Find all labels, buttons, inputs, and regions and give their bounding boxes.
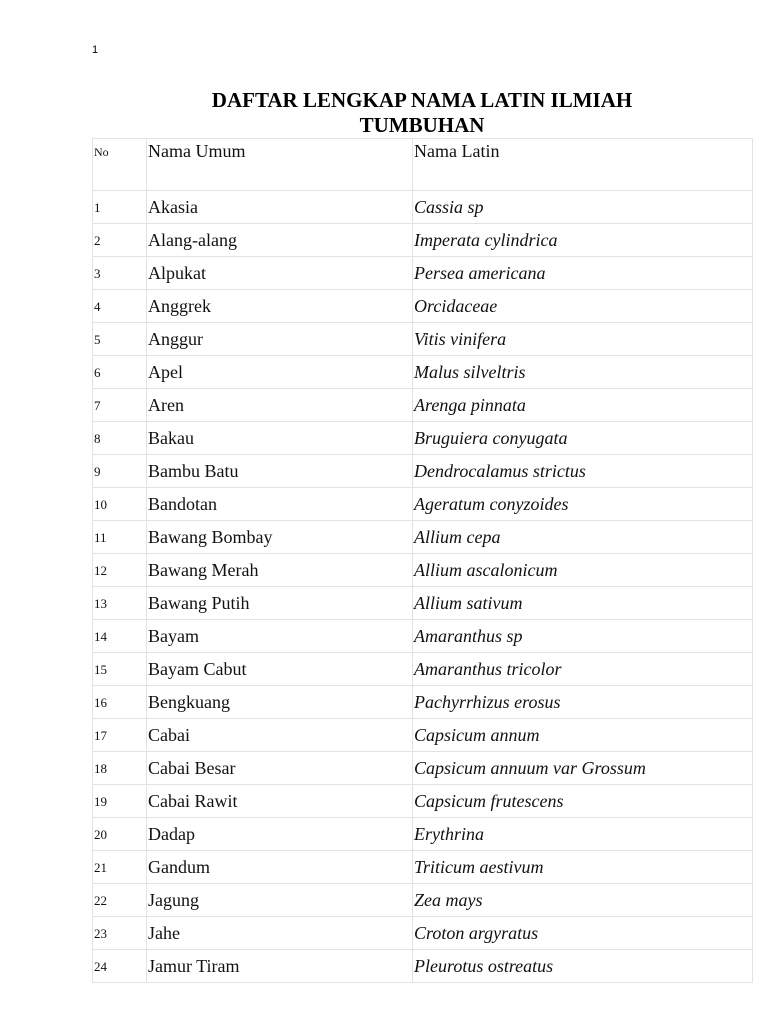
common-name: Bawang Merah <box>147 554 413 587</box>
common-name: Bakau <box>147 422 413 455</box>
table-row <box>93 653 753 686</box>
latin-name: Imperata cylindrica <box>413 224 753 257</box>
table-row <box>93 389 753 422</box>
table-header-row <box>93 139 753 191</box>
table-row <box>93 422 753 455</box>
table-row <box>93 488 753 521</box>
common-name: Anggrek <box>147 290 413 323</box>
table-row <box>93 224 753 257</box>
header-no: No <box>93 139 147 191</box>
common-name: Dadap <box>147 818 413 851</box>
latin-name: Capsicum frutescens <box>413 785 753 818</box>
row-number: 9 <box>93 455 147 488</box>
row-number: 15 <box>93 653 147 686</box>
latin-name: Vitis vinifera <box>413 323 753 356</box>
row-number: 3 <box>93 257 147 290</box>
common-name: Jamur Tiram <box>147 950 413 983</box>
latin-name: Capsicum annuum var Grossum <box>413 752 753 785</box>
table-row <box>93 917 753 950</box>
table-row <box>93 950 753 983</box>
latin-name: Erythrina <box>413 818 753 851</box>
common-name: Bandotan <box>147 488 413 521</box>
latin-name: Capsicum annum <box>413 719 753 752</box>
common-name: Cabai Rawit <box>147 785 413 818</box>
common-name: Gandum <box>147 851 413 884</box>
table-row <box>93 884 753 917</box>
row-number: 6 <box>93 356 147 389</box>
latin-name: Ageratum conyzoides <box>413 488 753 521</box>
common-name: Bayam <box>147 620 413 653</box>
table-row <box>93 191 753 224</box>
common-name: Alpukat <box>147 257 413 290</box>
common-name: Bawang Bombay <box>147 521 413 554</box>
table-row <box>93 554 753 587</box>
table-row <box>93 587 753 620</box>
latin-name: Amaranthus tricolor <box>413 653 753 686</box>
row-number: 2 <box>93 224 147 257</box>
document-title-line-2: TUMBUHAN <box>359 113 485 137</box>
latin-name: Orcidaceae <box>413 290 753 323</box>
table-row <box>93 290 753 323</box>
common-name: Alang-alang <box>147 224 413 257</box>
table-row <box>93 752 753 785</box>
latin-name: Arenga pinnata <box>413 389 753 422</box>
table-row <box>93 785 753 818</box>
row-number: 8 <box>93 422 147 455</box>
table-body <box>93 191 753 983</box>
row-number: 24 <box>93 950 147 983</box>
latin-name: Persea americana <box>413 257 753 290</box>
common-name: Akasia <box>147 191 413 224</box>
common-name: Jagung <box>147 884 413 917</box>
latin-name: Cassia sp <box>413 191 753 224</box>
latin-name: Pachyrrhizus erosus <box>413 686 753 719</box>
row-number: 22 <box>93 884 147 917</box>
plant-names-table <box>92 138 753 983</box>
latin-name: Allium sativum <box>413 587 753 620</box>
table-row <box>93 818 753 851</box>
document-title-line-1: DAFTAR LENGKAP NAMA LATIN ILMIAH <box>211 88 633 112</box>
row-number: 1 <box>93 191 147 224</box>
header-common-name: Nama Umum <box>147 139 413 191</box>
document-title <box>92 88 752 138</box>
row-number: 13 <box>93 587 147 620</box>
table-row <box>93 323 753 356</box>
common-name: Bambu Batu <box>147 455 413 488</box>
latin-name: Allium ascalonicum <box>413 554 753 587</box>
common-name: Cabai Besar <box>147 752 413 785</box>
row-number: 4 <box>93 290 147 323</box>
table-row <box>93 455 753 488</box>
latin-name: Dendrocalamus strictus <box>413 455 753 488</box>
latin-name: Malus silveltris <box>413 356 753 389</box>
latin-name: Amaranthus sp <box>413 620 753 653</box>
row-number: 7 <box>93 389 147 422</box>
row-number: 19 <box>93 785 147 818</box>
common-name: Jahe <box>147 917 413 950</box>
latin-name: Bruguiera conyugata <box>413 422 753 455</box>
table-row <box>93 686 753 719</box>
header-latin-name: Nama Latin <box>413 139 753 191</box>
row-number: 5 <box>93 323 147 356</box>
common-name: Bayam Cabut <box>147 653 413 686</box>
row-number: 18 <box>93 752 147 785</box>
table-row <box>93 719 753 752</box>
row-number: 12 <box>93 554 147 587</box>
latin-name: Pleurotus ostreatus <box>413 950 753 983</box>
row-number: 11 <box>93 521 147 554</box>
row-number: 17 <box>93 719 147 752</box>
table-row <box>93 620 753 653</box>
table-row <box>93 521 753 554</box>
row-number: 23 <box>93 917 147 950</box>
table-row <box>93 851 753 884</box>
common-name: Bawang Putih <box>147 587 413 620</box>
common-name: Anggur <box>147 323 413 356</box>
row-number: 21 <box>93 851 147 884</box>
latin-name: Triticum aestivum <box>413 851 753 884</box>
common-name: Apel <box>147 356 413 389</box>
latin-name: Allium cepa <box>413 521 753 554</box>
row-number: 20 <box>93 818 147 851</box>
row-number: 10 <box>93 488 147 521</box>
table-row <box>93 356 753 389</box>
common-name: Cabai <box>147 719 413 752</box>
common-name: Bengkuang <box>147 686 413 719</box>
row-number: 14 <box>93 620 147 653</box>
common-name: Aren <box>147 389 413 422</box>
row-number: 16 <box>93 686 147 719</box>
latin-name: Zea mays <box>413 884 753 917</box>
page-number: 1 <box>92 44 99 56</box>
table-row <box>93 257 753 290</box>
latin-name: Croton argyratus <box>413 917 753 950</box>
